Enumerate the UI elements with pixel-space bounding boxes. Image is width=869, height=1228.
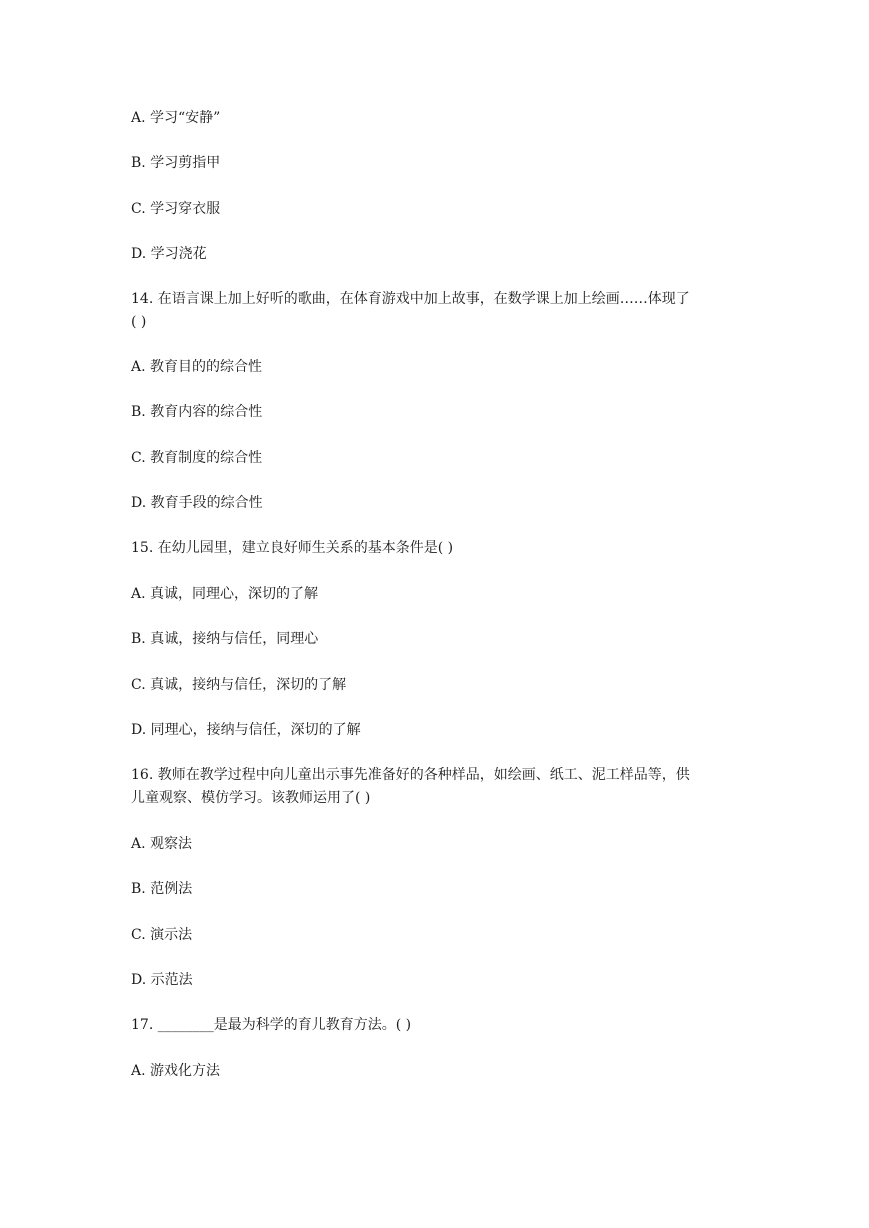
prev-question-option-c: C. 学习穿衣服 xyxy=(131,201,221,217)
question-17-option-a: A. 游戏化方法 xyxy=(131,1063,221,1079)
question-16-stem-continued: 儿童观察、模仿学习。该教师运用了( ) xyxy=(131,790,371,806)
question-15-option-b: B. 真诚，接纳与信任，同理心 xyxy=(131,631,319,647)
prev-question-option-b: B. 学习剪指甲 xyxy=(131,155,221,171)
question-16-option-b: B. 范例法 xyxy=(131,881,193,897)
question-14-option-d: D. 教育手段的综合性 xyxy=(131,495,263,511)
question-15-option-a: A. 真诚，同理心，深切的了解 xyxy=(131,586,319,602)
question-14-option-c: C. 教育制度的综合性 xyxy=(131,450,263,466)
prev-question-option-d: D. 学习浇花 xyxy=(131,246,207,262)
question-14-option-a: A. 教育目的的综合性 xyxy=(131,359,263,375)
question-14-option-b: B. 教育内容的综合性 xyxy=(131,404,263,420)
question-14-stem-continued: ( ) xyxy=(131,314,147,330)
question-16-option-a: A. 观察法 xyxy=(131,836,193,852)
question-14-stem: 14. 在语言课上加上好听的歌曲，在体育游戏中加上故事，在数学课上加上绘画……体现了 xyxy=(131,291,690,307)
question-17-stem: 17. ________是最为科学的育儿教育方法。( ) xyxy=(131,1017,412,1033)
question-15-option-d: D. 同理心，接纳与信任，深切的了解 xyxy=(131,722,361,738)
question-16-stem: 16. 教师在教学过程中向儿童出示事先准备好的各种样品，如绘画、纸工、泥工样品等，供 xyxy=(131,767,690,783)
prev-question-option-a: A. 学习“安静” xyxy=(131,110,221,126)
question-15-stem: 15. 在幼儿园里，建立良好师生关系的基本条件是( ) xyxy=(131,540,454,556)
question-15-option-c: C. 真诚，接纳与信任，深切的了解 xyxy=(131,677,347,693)
question-16-option-d: D. 示范法 xyxy=(131,972,193,988)
question-16-option-c: C. 演示法 xyxy=(131,927,193,943)
